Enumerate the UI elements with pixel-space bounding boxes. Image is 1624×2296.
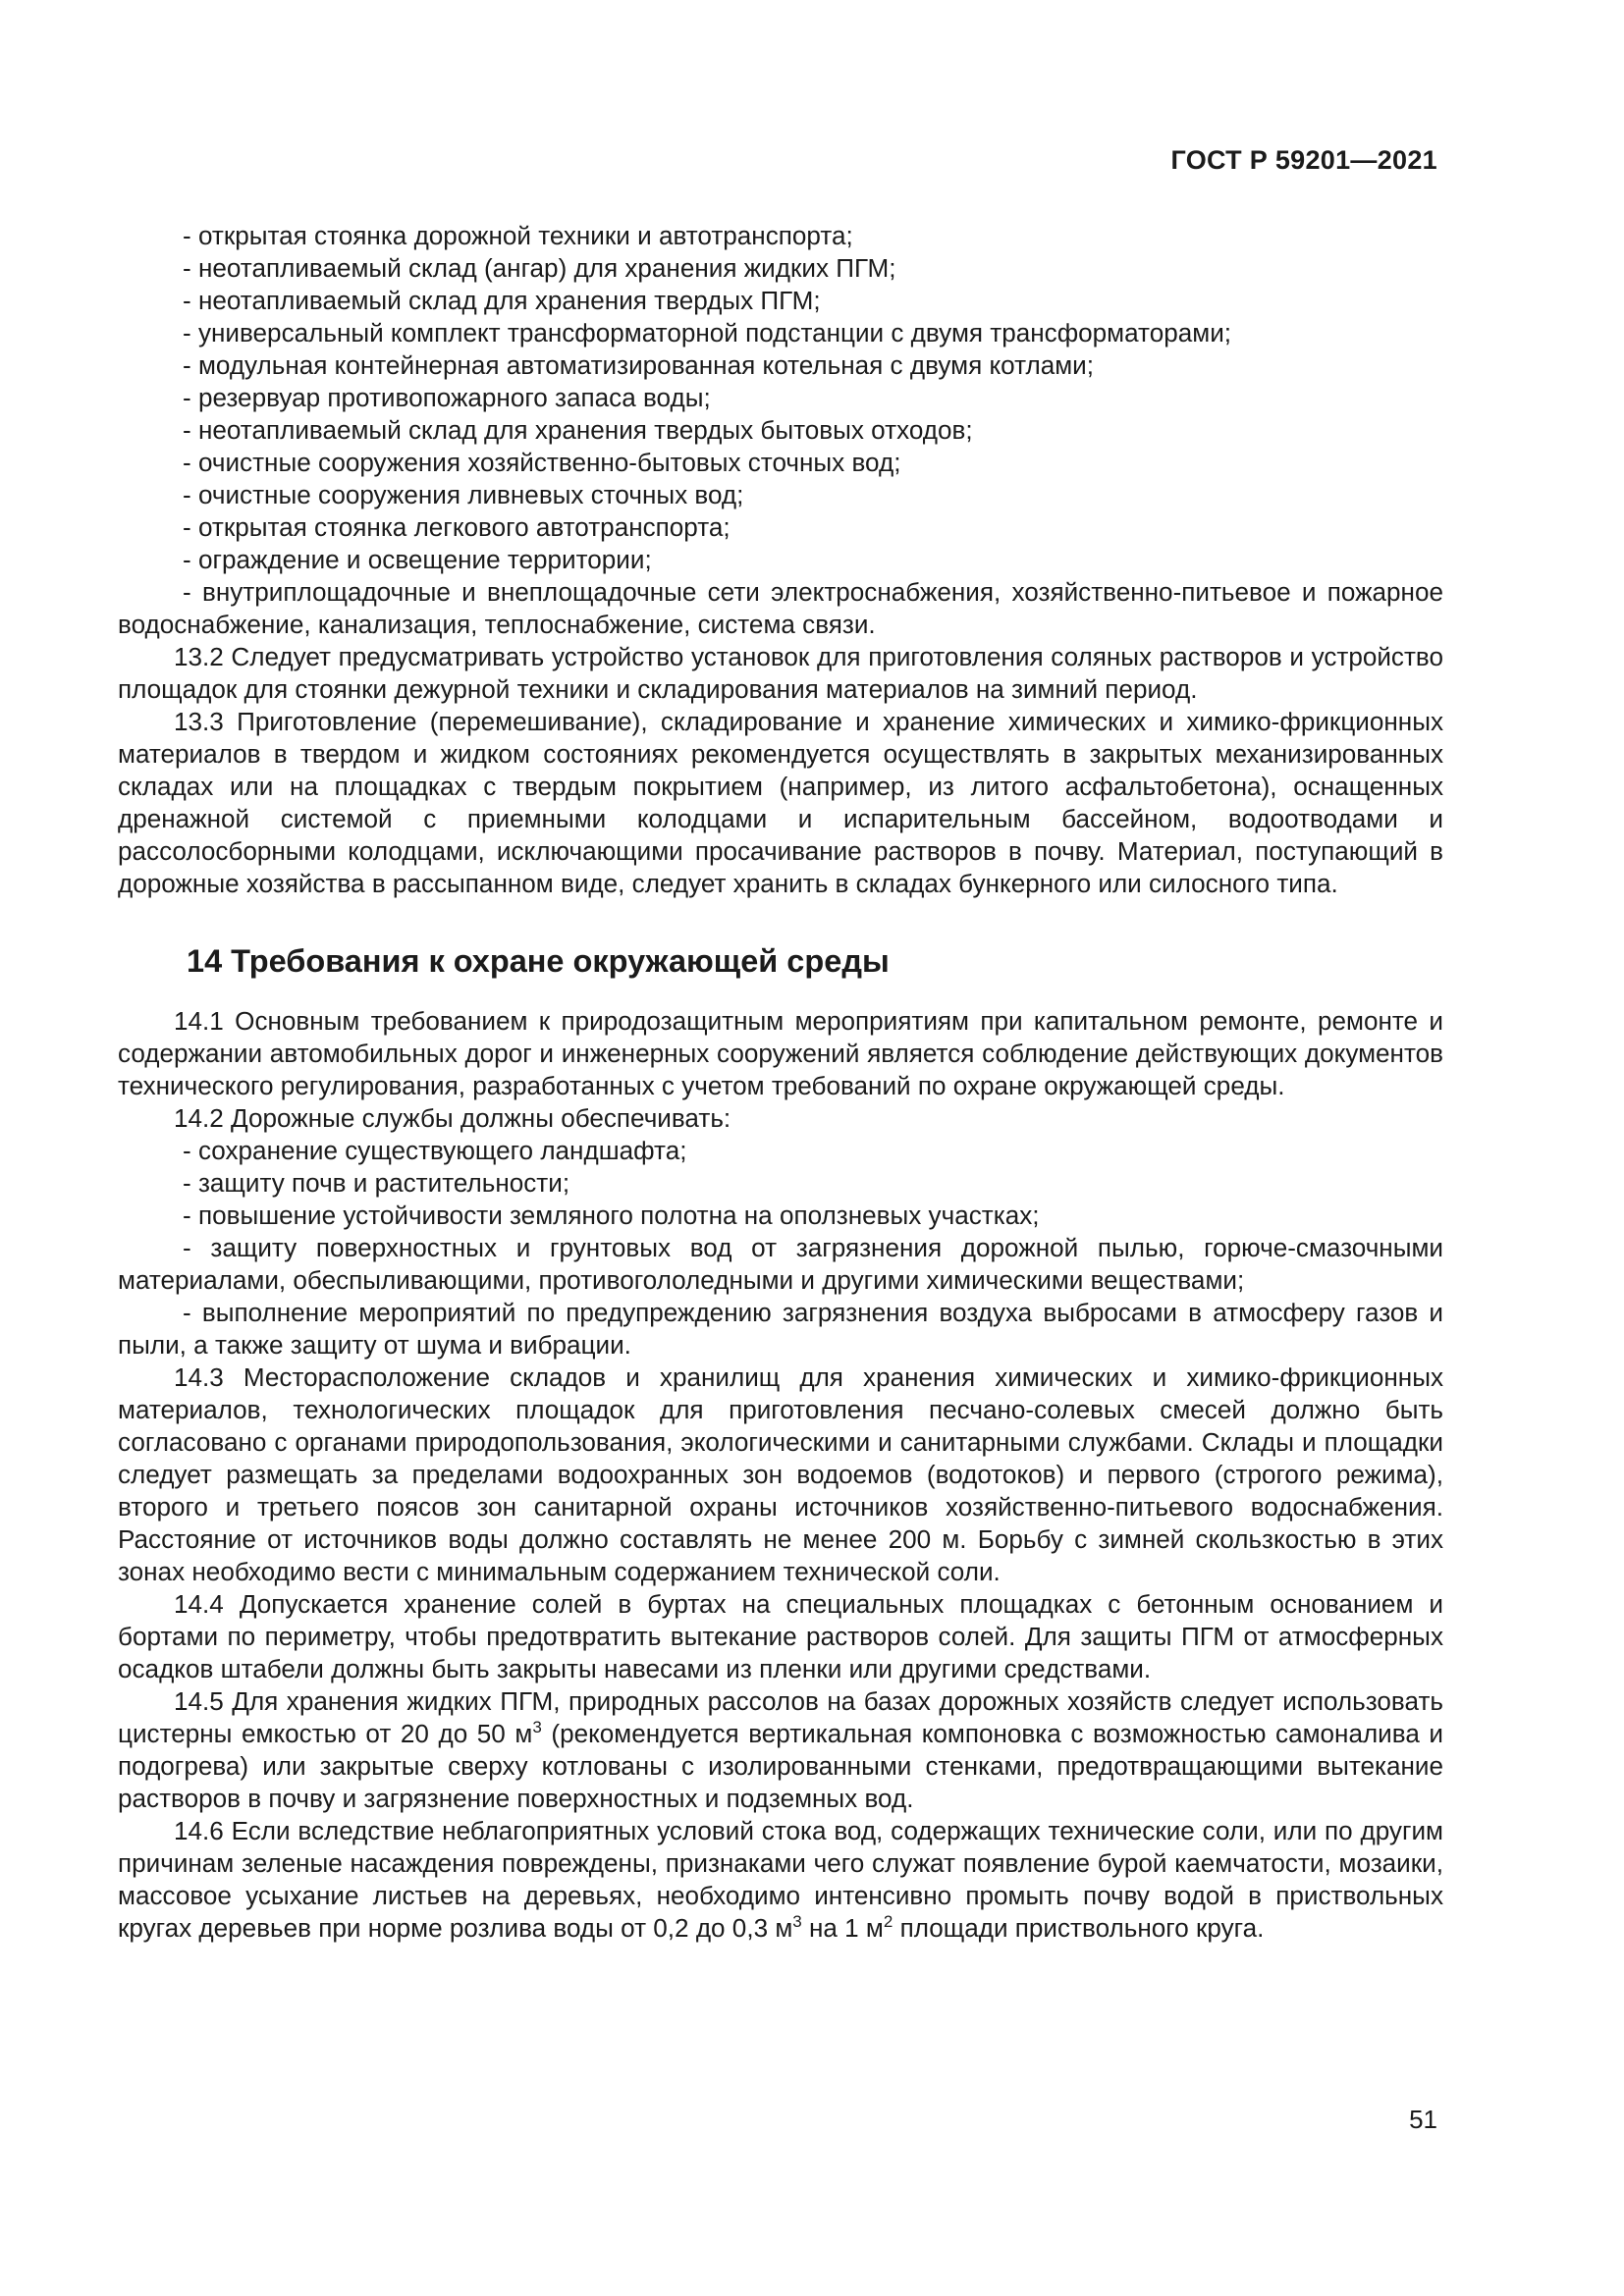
paragraph-14-5-text-2: (рекомендуется вертикальная компоновка с возможностью самоналива и подогрева) или закрытые сверху котлованы с изолированными стенками, предотвращающими вытекание растворов в почву и загрязнение поверхностных и подземных вод.	[118, 1719, 1443, 1813]
list-item: - универсальный комплект трансформаторной подстанции с двумя трансформаторами;	[183, 318, 1232, 347]
facility-list	[118, 220, 1443, 641]
section-14-heading: 14 Требования к охране окружающей среды	[187, 943, 890, 979]
paragraph-14-6	[118, 1815, 1443, 1945]
paragraph-14-1: 14.1 Основным требованием к природозащитным мероприятиям при капитальном ремонте, ремонте и содержании автомобильных дорог и инженерных сооружений является соблюдение действующих документов технического регулирования, разработанных с учетом требований по охране окружающей среды.	[118, 1006, 1443, 1100]
superscript-3: 3	[792, 1912, 802, 1931]
paragraph-14-4: 14.4 Допускается хранение солей в буртах на специальных площадках с бетонным основанием и бортами по периметру, чтобы предотвратить вытекание растворов солей. Для защиты ПГМ от атмосферных осадков штабели должны быть закрыты навесами из пленки или другими средствами.	[118, 1589, 1443, 1683]
superscript-3: 3	[532, 1718, 542, 1736]
list-item: - защиту почв и растительности;	[183, 1168, 570, 1198]
list-item: - сохранение существующего ландшафта;	[183, 1136, 687, 1165]
paragraph-13-3: 13.3 Приготовление (перемешивание), складирование и хранение химических и химико-фрикционных материалов в твердом и жидком состояниях рекомендуется осуществлять в закрытых механизированных складах или на площадках с твердым покрытием (например, из литого асфальтобетона), оснащенных дренажной системой с приемными колодцами и испарительным бассейном, водоотводами и рассолосборными колодцами, исключающими просачивание растворов в почву. Материал, поступающий в дорожные хозяйства в рассыпанном виде, следует хранить в складах бункерного или силосного типа.	[118, 707, 1443, 898]
paragraph-14-6-text-3: площади приствольного круга.	[893, 1913, 1265, 1943]
paragraph-14-5	[118, 1685, 1443, 1815]
list-item: - внутриплощадочные и внеплощадочные сети электроснабжения, хозяйственно-питьевое и пожарное водоснабжение, канализация, теплоснабжение, система связи.	[118, 577, 1443, 639]
paragraph-14-5-text-1: 14.5 Для хранения жидких ПГМ, природных рассолов на базах дорожных хозяйств следует использовать цистерны емкостью от 20 до 50 м	[118, 1686, 1443, 1748]
paragraph-14-6-text-1: 14.6 Если вследствие неблагоприятных условий стока вод, содержащих технические соли, или по другим причинам зеленые насаждения повреждены, признаками чего служат появление бурой каемчатости, мозаики, массовое усыхание листьев на деревьях, необходимо интенсивно промыть почву водой в приствольных кругах деревьев при норме розлива воды от 0,2 до 0,3 м	[118, 1816, 1443, 1943]
list-item: - неотапливаемый склад для хранения твердых ПГМ;	[183, 286, 821, 315]
page-number: 51	[1409, 2105, 1437, 2134]
list-item: - повышение устойчивости земляного полотна на оползневых участках;	[183, 1201, 1040, 1230]
document-body	[118, 220, 1443, 1945]
standard-header: ГОСТ Р 59201—2021	[1170, 145, 1437, 175]
list-item: - неотапливаемый склад (ангар) для хранения жидких ПГМ;	[183, 253, 896, 283]
list-item: - очистные сооружения хозяйственно-бытовых сточных вод;	[183, 448, 901, 477]
paragraph-14-6-text-2: на 1 м	[801, 1913, 884, 1943]
list-item: - открытая стоянка легкового автотранспорта;	[183, 512, 731, 542]
paragraph-14-2: 14.2 Дорожные службы должны обеспечивать:	[174, 1103, 731, 1133]
list-item: - модульная контейнерная автоматизированная котельная с двумя котлами;	[183, 350, 1094, 380]
list-item: - открытая стоянка дорожной техники и автотранспорта;	[183, 221, 853, 250]
list-item: - ограждение и освещение территории;	[183, 545, 652, 574]
road-services-list	[118, 1135, 1443, 1362]
paragraph-14-3: 14.3 Месторасположение складов и хранилищ для хранения химических и химико-фрикционных материалов, технологических площадок для приготовления песчано-солевых смесей должно быть согласовано с органами природопользования, экологическими и санитарными службами. Склады и площадки следует размещать за пределами водоохранных зон водоемов (водотоков) и первого (строгого режима), второго и третьего поясов зон санитарной охраны источников хозяйственно-питьевого водоснабжения. Расстояние от источников воды должно составлять не менее 200 м. Борьбу с зимней скользкостью в этих зонах необходимо вести с минимальным содержанием технической соли.	[118, 1362, 1443, 1586]
list-item: - резервуар противопожарного запаса воды;	[183, 383, 711, 412]
list-item: - неотапливаемый склад для хранения твердых бытовых отходов;	[183, 415, 973, 445]
list-item: - очистные сооружения ливневых сточных вод;	[183, 480, 744, 509]
paragraph-13-2: 13.2 Следует предусматривать устройство установок для приготовления соляных растворов и устройство площадок для стоянки дежурной техники и складирования материалов на зимний период.	[118, 642, 1443, 704]
list-item: - выполнение мероприятий по предупреждению загрязнения воздуха выбросами в атмосферу газов и пыли, а также защиту от шума и вибрации.	[118, 1298, 1443, 1360]
list-item: - защиту поверхностных и грунтовых вод от загрязнения дорожной пылью, горюче-смазочными материалами, обеспыливающими, противогололедными и другими химическими веществами;	[118, 1233, 1443, 1295]
superscript-2: 2	[883, 1912, 893, 1931]
